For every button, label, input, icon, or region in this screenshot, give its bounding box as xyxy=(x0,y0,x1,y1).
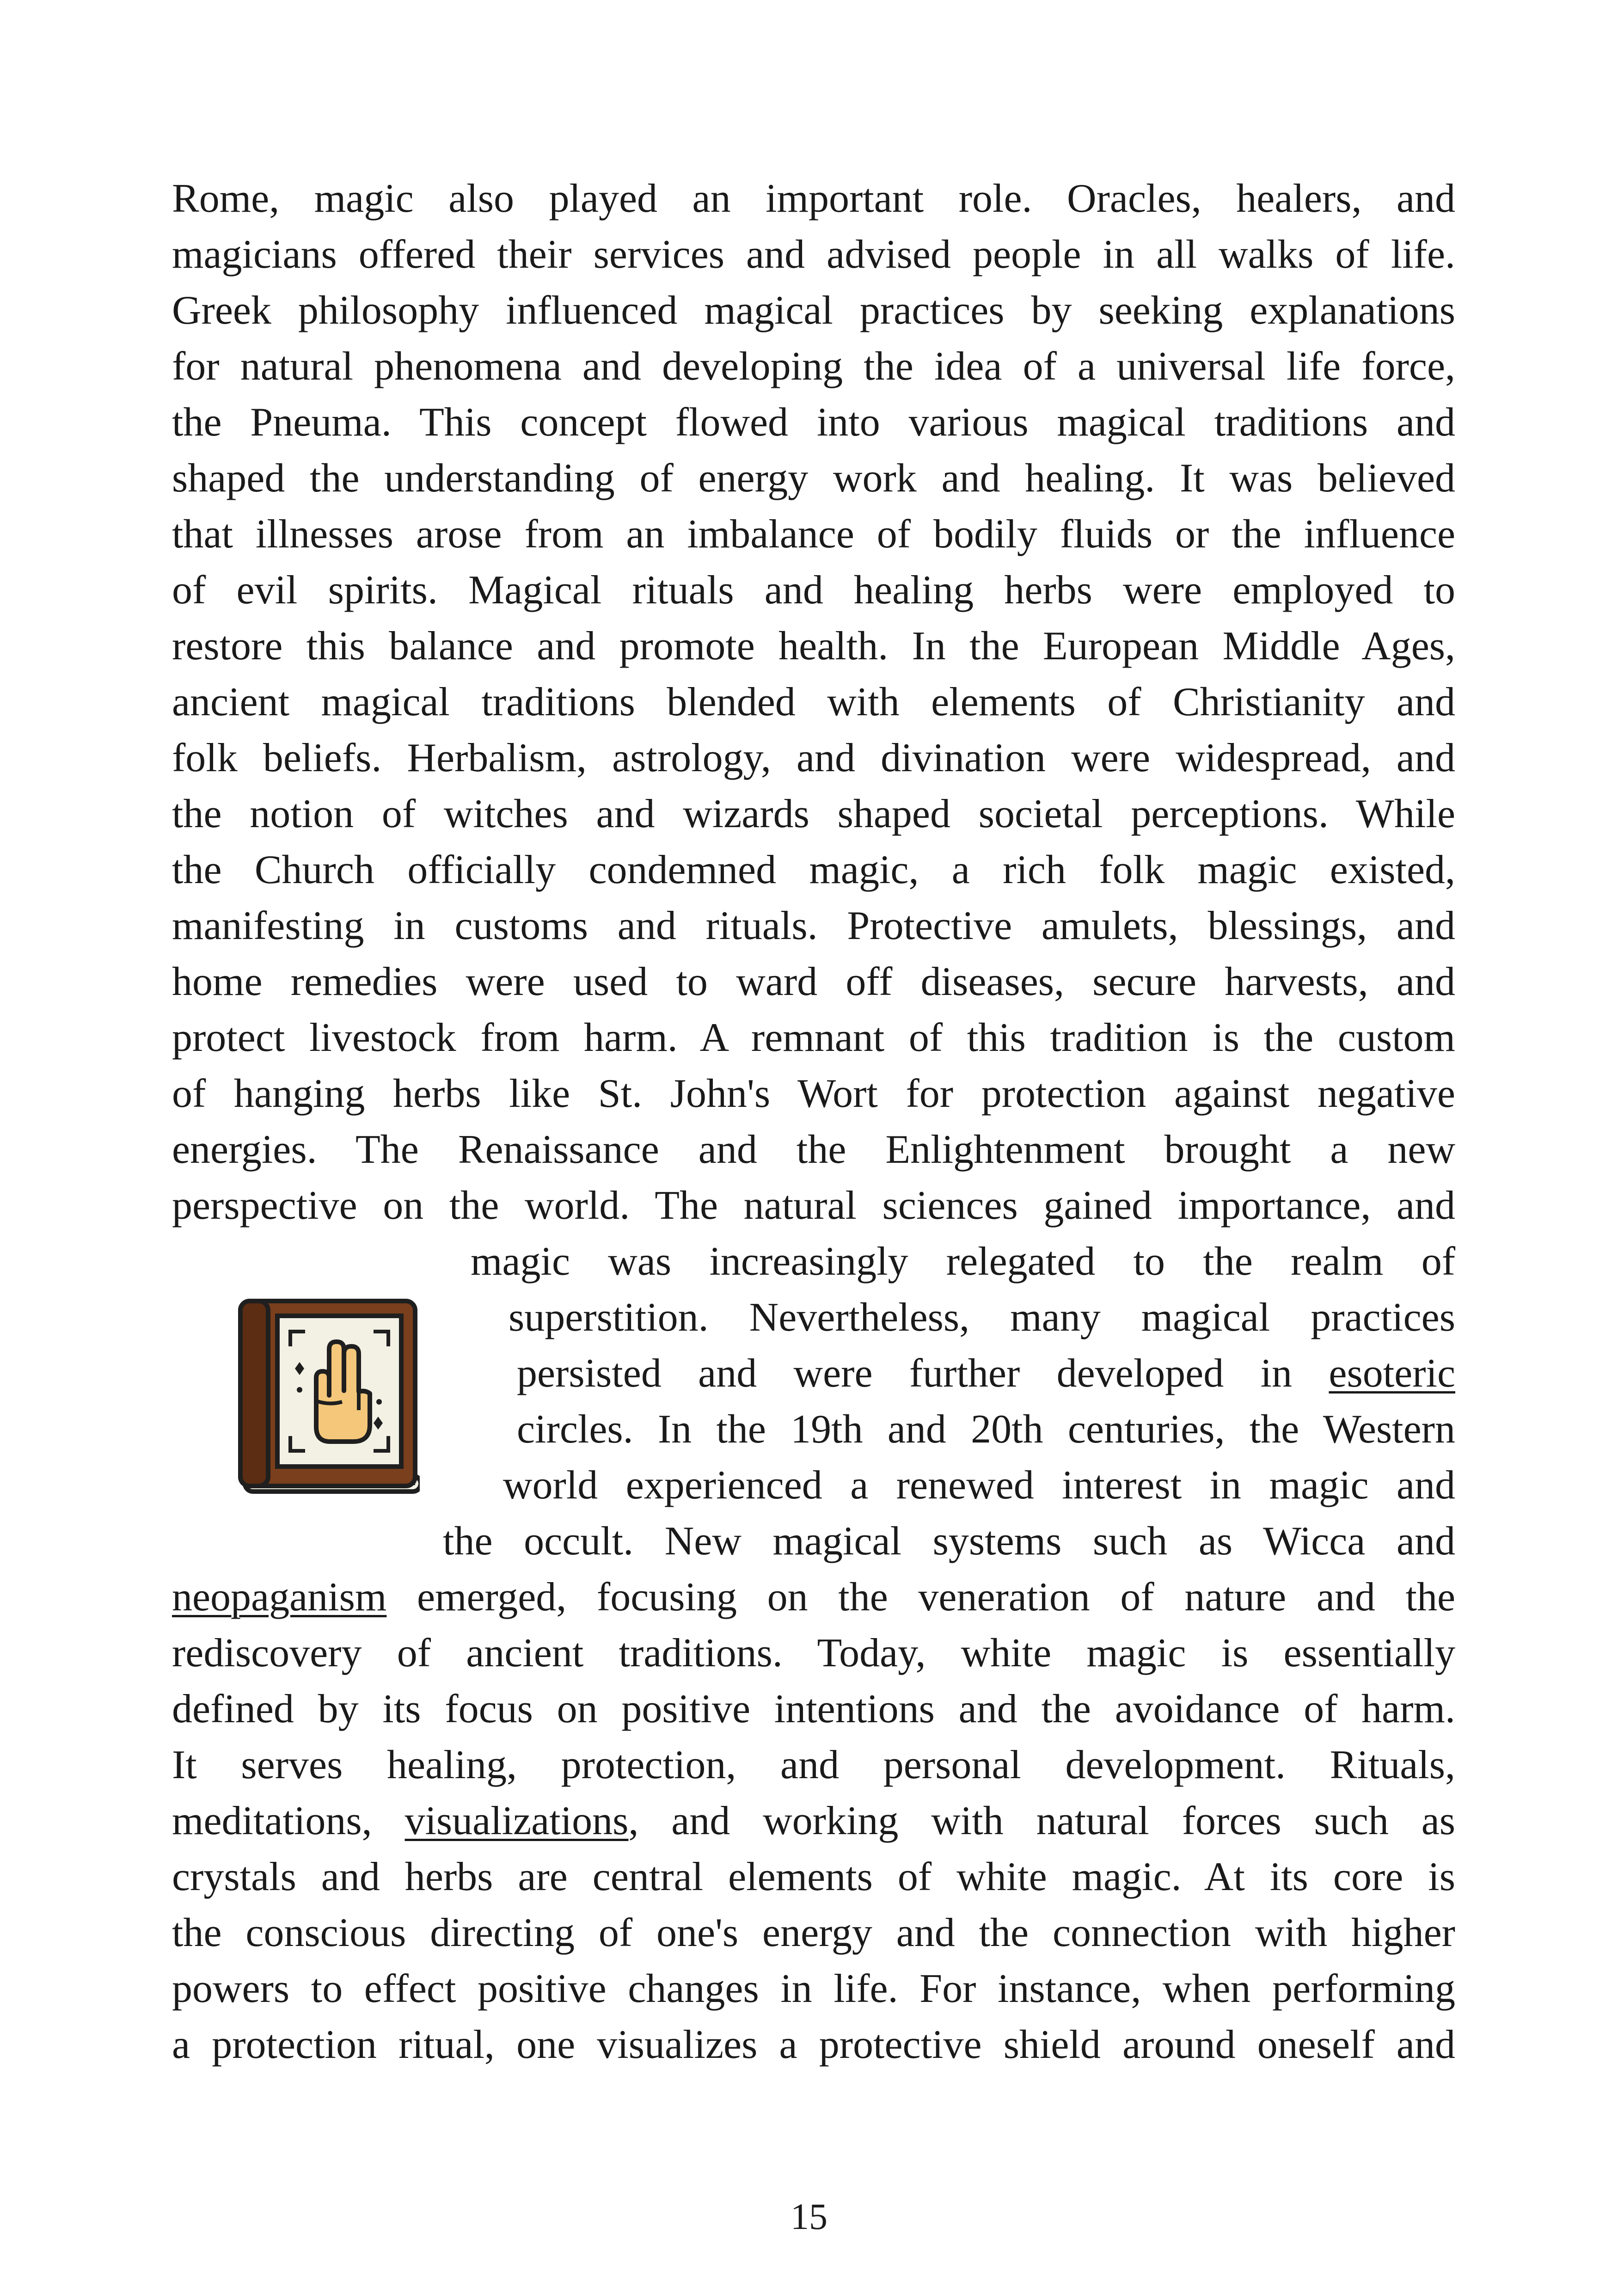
body-text-line xyxy=(517,1346,1455,1401)
body-text-line: a protection ritual, one visualizes a protective shield around oneself and xyxy=(172,2022,1455,2067)
body-text-line: restore this balance and promote health. In the European Middle Ages, xyxy=(172,624,1455,669)
body-text-line: home remedies were used to ward off diseases, secure harvests, and xyxy=(172,959,1455,1004)
body-text-line: crystals and herbs are central elements of white magic. At its core is xyxy=(172,1854,1455,1899)
page-number: 15 xyxy=(791,2197,827,2237)
body-text-line: of hanging herbs like St. John's Wort for protection against negative xyxy=(172,1071,1455,1116)
body-text-line: shaped the understanding of energy work and healing. It was believed xyxy=(172,456,1455,501)
body-text-line xyxy=(172,1570,1455,1625)
body-text-line: circles. In the 19th and 20th centuries, the Western xyxy=(517,1407,1455,1452)
body-text-line: protect livestock from harm. A remnant of this tradition is the custom xyxy=(172,1015,1455,1060)
body-text-line: defined by its focus on positive intentions and the avoidance of harm. xyxy=(172,1687,1455,1731)
body-text-segment: persisted and were further developed in xyxy=(517,1351,1293,1396)
body-text-line: It serves healing, protection, and personal development. Rituals, xyxy=(172,1743,1455,1787)
body-text-segment: , and working with natural forces such as xyxy=(628,1799,1455,1843)
body-text-line: powers to effect positive changes in life. For instance, when performing xyxy=(172,1966,1455,2011)
magic-book-hand-icon xyxy=(235,1295,420,1498)
body-text-line: energies. The Renaissance and the Enlightenment brought a new xyxy=(172,1127,1455,1172)
body-text-line: world experienced a renewed interest in magic and xyxy=(503,1463,1455,1508)
body-text-line: manifesting in customs and rituals. Protective amulets, blessings, and xyxy=(172,903,1455,948)
body-text-line: magicians offered their services and advised people in all walks of life. xyxy=(172,232,1455,277)
body-text-line: that illnesses arose from an imbalance of bodily fluids or the influence xyxy=(172,512,1455,557)
body-text-line: magic was increasingly relegated to the realm of xyxy=(471,1239,1455,1284)
body-text-line: folk beliefs. Herbalism, astrology, and divination were widespread, and xyxy=(172,736,1455,780)
link-neopaganism[interactable]: neopaganism xyxy=(172,1575,387,1620)
body-text-line: the conscious directing of one's energy and the connection with higher xyxy=(172,1910,1455,1955)
body-text-line: Rome, magic also played an important role. Oracles, healers, and xyxy=(172,176,1455,221)
body-text-line xyxy=(172,1793,1455,1849)
body-text-line: the Church officially condemned magic, a rich folk magic existed, xyxy=(172,847,1455,892)
body-text-line: the occult. New magical systems such as Wicca and xyxy=(443,1519,1455,1564)
body-text-line: for natural phenomena and developing the idea of a universal life force, xyxy=(172,344,1455,389)
body-text-line: the notion of witches and wizards shaped societal perceptions. While xyxy=(172,792,1455,836)
body-text-line: of evil spirits. Magical rituals and healing herbs were employed to xyxy=(172,568,1455,613)
body-text-line: superstition. Nevertheless, many magical practices xyxy=(509,1295,1455,1340)
body-text-line: ancient magical traditions blended with elements of Christianity and xyxy=(172,680,1455,724)
body-text-line: Greek philosophy influenced magical practices by seeking explanations xyxy=(172,288,1455,333)
body-text-segment: meditations, xyxy=(172,1799,372,1843)
body-text-line: perspective on the world. The natural sciences gained importance, and xyxy=(172,1183,1455,1228)
body-text-line: rediscovery of ancient traditions. Today, white magic is essentially xyxy=(172,1631,1455,1676)
link-visualizations[interactable]: visualizations xyxy=(404,1799,629,1843)
link-esoteric[interactable]: esoteric xyxy=(1329,1351,1456,1396)
body-text-segment: emerged, focusing on the veneration of nature and the xyxy=(417,1575,1456,1620)
body-text-line: the Pneuma. This concept flowed into various magical traditions and xyxy=(172,400,1455,445)
